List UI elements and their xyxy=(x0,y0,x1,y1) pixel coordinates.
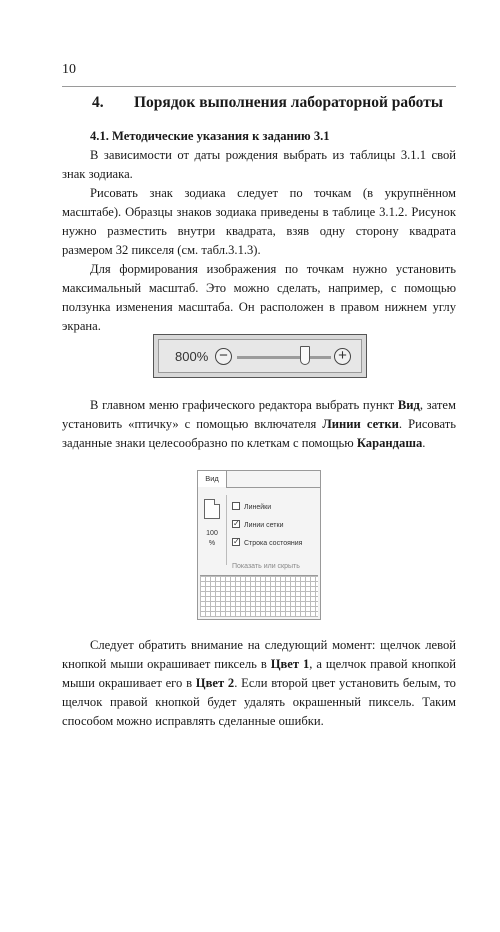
checkbox-status-bar[interactable]: ✓ xyxy=(233,537,240,547)
checkbox-gridlines[interactable]: ✓ xyxy=(233,519,240,529)
option-label: Линии сетки xyxy=(244,522,284,529)
text-run: В главном меню графического редактора выбрать пункт xyxy=(90,398,398,412)
text-run: , а щелчок правой кнопкой мыши окрашивает его в xyxy=(62,657,456,690)
bold-term-color1: Цвет 1 xyxy=(270,657,310,671)
tab-view[interactable]: Вид xyxy=(198,471,227,488)
text-run: Следует обратить внимание на следующий момент: щелчок левой кнопкой мыши окрашивает пиксель в xyxy=(62,638,456,671)
paragraph-2: Рисовать знак зодиака следует по точкам (в укрупнённом масштабе). Образцы знаков зодиака приведены в таблице 3.1.2. Рисунок нужно разместить внутри квадрата, взяв одну сторону квадрата размером 32 пикселя (см. табл.3.1.3). xyxy=(62,186,456,257)
zoom-100-label xyxy=(202,529,222,549)
checkbox-rulers[interactable] xyxy=(232,502,240,510)
zoom-track[interactable] xyxy=(237,356,331,359)
zoom-percent: % xyxy=(208,540,216,547)
gridlines-canvas xyxy=(200,575,318,617)
paragraph-3: Для формирования изображения по точкам нужно установить максимальный масштаб. Это можно сделать, например, с помощью ползунка изменения масштаба. Он расположен в правом нижнем углу экрана. xyxy=(62,262,456,333)
option-label: Строка состояния xyxy=(244,540,303,547)
tab-underline xyxy=(226,487,320,488)
bold-term-gridlines: Линии сетки xyxy=(322,417,399,431)
zoom-thumb[interactable] xyxy=(300,346,310,365)
page-number: 10 xyxy=(62,62,76,77)
option-rulers[interactable] xyxy=(232,503,271,513)
text-run: . Рисовать заданные знаки целесообразно по клеткам с помощью xyxy=(62,417,456,450)
zoom-page-icon[interactable] xyxy=(204,499,220,519)
zoom-in-icon[interactable]: + xyxy=(334,348,351,365)
bold-term-color2: Цвет 2 xyxy=(195,676,235,690)
paragraph-4 xyxy=(62,396,456,453)
zoom-out-icon[interactable]: − xyxy=(215,348,232,365)
section-number: 4. xyxy=(92,94,104,111)
section-title: Порядок выполнения лабораторной работы xyxy=(134,94,443,111)
text-block-1 xyxy=(62,127,456,336)
ribbon-divider xyxy=(226,495,227,565)
paragraph-1: В зависимости от даты рождения выбрать из таблицы 3.1.1 свой знак зодиака. xyxy=(62,148,456,181)
group-label: Показать или скрыть xyxy=(232,563,300,570)
paragraph-5 xyxy=(62,636,456,731)
zoom-value: 800% xyxy=(175,349,209,364)
subsection-title: 4.1. Методические указания к заданию 3.1 xyxy=(90,129,330,143)
zoom-number: 100 xyxy=(206,530,218,537)
header-rule xyxy=(62,86,456,87)
bold-term-view: Вид xyxy=(397,398,420,412)
text-run: , затем установить «птичку» с помощью включателя xyxy=(62,398,456,431)
text-block-2 xyxy=(62,396,456,453)
bold-term-pencil: Карандаша xyxy=(356,436,423,450)
zoom-slider-figure xyxy=(153,334,367,378)
text-run: . Если второй цвет установить белым, то щелчок правой кнопкой будет удалять окрашенный пиксель. Таким способом можно исправлять сделанные ошибки. xyxy=(62,676,456,728)
zoom-bar xyxy=(158,339,362,373)
option-label: Линейки xyxy=(244,504,272,511)
view-ribbon-figure xyxy=(197,470,321,620)
text-run: . xyxy=(422,436,426,450)
option-gridlines[interactable] xyxy=(232,521,283,531)
option-status-bar[interactable] xyxy=(232,539,302,549)
text-block-3 xyxy=(62,636,456,731)
